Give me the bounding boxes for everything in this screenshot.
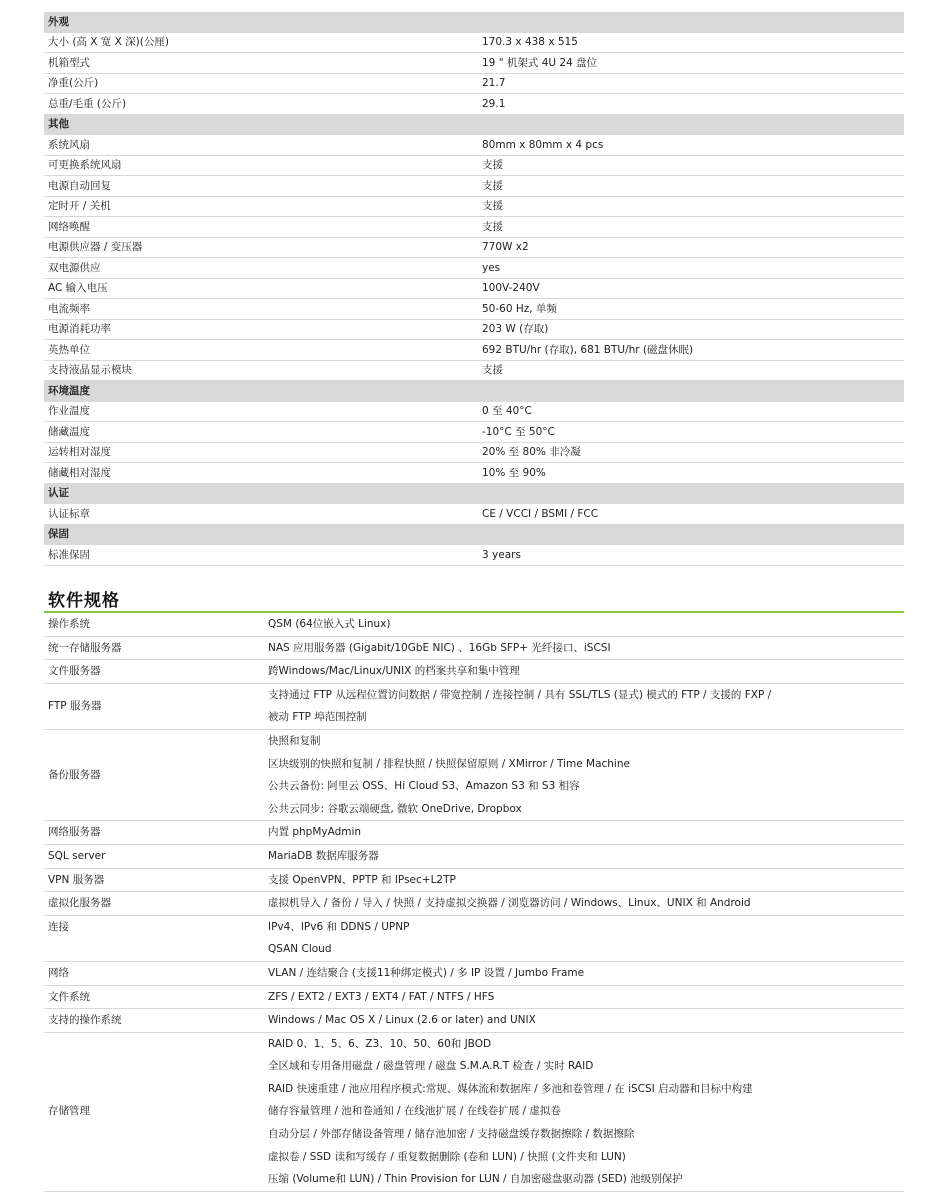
spec-label: 定时开 / 关机 — [44, 196, 474, 217]
software-spec-line: RAID 0、1、5、6、Z3、10、50、60和 JBOD — [268, 1037, 492, 1050]
software-spec-label — [44, 636, 260, 660]
spec-value: 0 至 40°C — [474, 401, 904, 422]
spec-value: 21.7 — [474, 73, 904, 94]
software-spec-line: 压缩 (Volume和 LUN) / Thin Provision for LUN / 自加密磁盘驱动器 (SED) 池级别保护 — [268, 1173, 683, 1186]
software-spec-line: 被动 FTP 埠范围控制 — [268, 711, 367, 724]
spec-row — [44, 401, 904, 422]
spec-value: 19 " 机架式 4U 24 盘位 — [474, 53, 904, 74]
spec-label: 电源自动回复 — [44, 176, 474, 197]
spec-row — [44, 176, 904, 197]
spec-label: 可更换系统风扇 — [44, 155, 474, 176]
software-spec-value — [260, 892, 904, 916]
software-spec-table-wrapper — [44, 613, 904, 1192]
software-spec-line: 公共云备份: 阿里云 OSS、Hi Cloud S3、Amazon S3 和 S3 相容 — [268, 780, 580, 793]
spec-label: 英热单位 — [44, 340, 474, 361]
software-spec-value — [260, 821, 904, 845]
software-spec-label — [44, 821, 260, 845]
spec-value: 692 BTU/hr (存取), 681 BTU/hr (磁盘休眠) — [474, 340, 904, 361]
software-spec-value — [260, 868, 904, 892]
software-spec-label — [44, 961, 260, 985]
software-spec-row — [44, 1009, 904, 1033]
software-spec-line: NAS 应用服务器 (Gigabit/10GbE NIC) 、16Gb SFP+ 光纤接口、iSCSI — [268, 641, 611, 654]
software-spec-line: 虚拟卷 / SSD 读和写缓存 / 重复数据删除 (卷和 LUN) / 快照 (文件夹和 LUN) — [268, 1150, 626, 1163]
spec-label: 储藏温度 — [44, 422, 474, 443]
spec-row — [44, 258, 904, 279]
spec-row — [44, 340, 904, 361]
spec-value: 170.3 x 438 x 515 — [474, 32, 904, 53]
software-spec-line: RAID 快速重建 / 池应用程序模式:常规、媒体流和数据库 / 多池和卷管理 / 在 iSCSI 启动器和目标中构建 — [268, 1082, 753, 1095]
spec-label: 净重(公斤) — [44, 73, 474, 94]
spec-label: 标准保固 — [44, 545, 474, 566]
section-header-row — [44, 114, 904, 135]
software-spec-line: IPv4、IPv6 和 DDNS / UPNP — [268, 920, 410, 933]
spec-row — [44, 442, 904, 463]
software-spec-label-text: 虚拟化服务器 — [48, 897, 111, 910]
software-spec-label-text: 连接 — [48, 920, 69, 933]
spec-label: 储藏相对湿度 — [44, 463, 474, 484]
software-spec-value — [260, 729, 904, 820]
section-header: 保固 — [44, 524, 904, 545]
spec-row — [44, 422, 904, 443]
spec-value: 支援 — [474, 360, 904, 381]
software-spec-line: ZFS / EXT2 / EXT3 / EXT4 / FAT / NTFS / HFS — [268, 990, 495, 1003]
software-spec-value — [260, 844, 904, 868]
spec-row — [44, 73, 904, 94]
software-spec-label — [44, 985, 260, 1009]
spec-value: 支援 — [474, 176, 904, 197]
spec-row — [44, 463, 904, 484]
hardware-spec-table — [44, 12, 904, 566]
software-spec-value — [260, 915, 904, 961]
software-spec-line: 支持通过 FTP 从远程位置访问数据 / 带宽控制 / 连接控制 / 具有 SSL/TLS (显式) 模式的 FTP / 支援的 FXP / — [268, 688, 772, 701]
software-spec-value — [260, 1009, 904, 1033]
spec-row — [44, 278, 904, 299]
software-spec-label — [44, 868, 260, 892]
software-spec-title: 软件规格 — [48, 591, 120, 611]
software-spec-line: 快照和复制 — [268, 734, 321, 747]
software-spec-line: 自动分层 / 外部存储设备管理 / 储存池加密 / 支持磁盘缓存数据擦除 / 数据擦除 — [268, 1128, 635, 1141]
software-spec-row — [44, 1032, 904, 1191]
software-spec-line: 内置 phpMyAdmin — [268, 826, 362, 839]
software-spec-line: 全区域和专用备用磁盘 / 磁盘管理 / 磁盘 S.M.A.R.T 检查 / 实时 RAID — [268, 1060, 594, 1073]
spec-row — [44, 135, 904, 156]
section-header: 环境温度 — [44, 381, 904, 402]
software-spec-label-text: 文件系统 — [48, 990, 90, 1003]
software-spec-line: Windows / Mac OS X / Linux (2.6 or later) and UNIX — [268, 1014, 536, 1027]
software-spec-row — [44, 985, 904, 1009]
spec-value: 770W x2 — [474, 237, 904, 258]
software-spec-row — [44, 729, 904, 820]
software-spec-row — [44, 961, 904, 985]
software-spec-label-text: VPN 服务器 — [48, 873, 105, 886]
spec-label: AC 输入电压 — [44, 278, 474, 299]
spec-label: 网络唤醒 — [44, 217, 474, 238]
software-spec-row — [44, 844, 904, 868]
software-spec-line: 区块级别的快照和复制 / 排程快照 / 快照保留原则 / XMirror / Time Machine — [268, 757, 630, 770]
software-spec-value — [260, 660, 904, 684]
spec-row — [44, 53, 904, 74]
software-spec-row — [44, 892, 904, 916]
spec-label: 机箱型式 — [44, 53, 474, 74]
software-spec-value — [260, 636, 904, 660]
software-spec-label — [44, 915, 260, 961]
spec-row — [44, 319, 904, 340]
spec-row — [44, 360, 904, 381]
software-spec-label — [44, 892, 260, 916]
spec-row — [44, 32, 904, 53]
software-spec-row — [44, 868, 904, 892]
spec-label: 系统风扇 — [44, 135, 474, 156]
software-spec-line: 虚拟机导入 / 备份 / 导入 / 快照 / 支持虚拟交换器 / 浏览器访问 / Windows、Linux、UNIX 和 Android — [268, 897, 751, 910]
software-spec-label — [44, 1009, 260, 1033]
software-spec-line: 跨Windows/Mac/Linux/UNIX 的档案共享和集中管理 — [268, 665, 520, 678]
spec-label: 电流频率 — [44, 299, 474, 320]
spec-value: -10°C 至 50°C — [474, 422, 904, 443]
software-spec-line: 储存容量管理 / 池和卷通知 / 在线池扩展 / 在线卷扩展 / 虚拟卷 — [268, 1105, 561, 1118]
software-spec-label-text: 文件服务器 — [48, 665, 101, 678]
section-header: 认证 — [44, 483, 904, 504]
spec-value: 50-60 Hz, 单频 — [474, 299, 904, 320]
spec-value: 20% 至 80% 非冷凝 — [474, 442, 904, 463]
software-spec-label-text: 操作系统 — [48, 618, 90, 630]
software-spec-row — [44, 613, 904, 636]
spec-label: 支持液晶显示模块 — [44, 360, 474, 381]
spec-label: 电源供应器 / 变压器 — [44, 237, 474, 258]
spec-value: yes — [474, 258, 904, 279]
software-spec-line: VLAN / 连结聚合 (支援11种绑定模式) / 多 IP 设置 / Jumbo Frame — [268, 966, 585, 979]
section-header-row — [44, 524, 904, 545]
spec-label: 总重/毛重 (公斤) — [44, 94, 474, 115]
software-spec-line: QSAN Cloud — [268, 943, 332, 956]
section-header-row — [44, 12, 904, 32]
spec-value: 29.1 — [474, 94, 904, 115]
spec-value: CE / VCCI / BSMI / FCC — [474, 504, 904, 525]
software-spec-label — [44, 844, 260, 868]
spec-row — [44, 237, 904, 258]
spec-label: 电源消耗功率 — [44, 319, 474, 340]
hardware-spec-table-wrapper — [44, 12, 904, 566]
software-spec-label-text: FTP 服务器 — [48, 700, 102, 713]
software-spec-label-text: SQL server — [48, 849, 106, 862]
software-spec-line: 支援 OpenVPN、PPTP 和 IPsec+L2TP — [268, 873, 456, 886]
software-spec-label-text: 网络服务器 — [48, 826, 101, 839]
software-spec-row — [44, 660, 904, 684]
section-header: 外观 — [44, 12, 904, 32]
software-spec-row — [44, 683, 904, 729]
spec-value: 80mm x 80mm x 4 pcs — [474, 135, 904, 156]
spec-row — [44, 299, 904, 320]
software-spec-value — [260, 961, 904, 985]
software-spec-value — [260, 985, 904, 1009]
spec-row — [44, 196, 904, 217]
software-spec-label — [44, 683, 260, 729]
software-spec-value — [260, 683, 904, 729]
spec-label: 认证标章 — [44, 504, 474, 525]
section-header: 其他 — [44, 114, 904, 135]
spec-value: 支援 — [474, 196, 904, 217]
software-spec-line: 公共云同步: 谷歌云端硬盘, 微软 OneDrive, Dropbox — [268, 802, 522, 815]
software-spec-label — [44, 729, 260, 820]
software-spec-value — [260, 613, 904, 636]
spec-label: 大小 (高 X 宽 X 深)(公厘) — [44, 32, 474, 53]
spec-value: 10% 至 90% — [474, 463, 904, 484]
section-header-row — [44, 483, 904, 504]
software-spec-row — [44, 821, 904, 845]
software-spec-label-text: 备份服务器 — [48, 768, 101, 781]
spec-row — [44, 155, 904, 176]
spec-label: 双电源供应 — [44, 258, 474, 279]
spec-row — [44, 545, 904, 566]
software-spec-label-text: 统一存储服务器 — [48, 641, 122, 654]
software-spec-line: QSM (64位嵌入式 Linux) — [268, 618, 391, 630]
software-spec-label — [44, 613, 260, 636]
spec-row — [44, 504, 904, 525]
software-spec-label — [44, 660, 260, 684]
software-spec-label-text: 网络 — [48, 966, 69, 979]
section-header-row — [44, 381, 904, 402]
software-spec-label — [44, 1032, 260, 1191]
spec-value: 3 years — [474, 545, 904, 566]
spec-value: 203 W (存取) — [474, 319, 904, 340]
spec-row — [44, 217, 904, 238]
software-spec-row — [44, 915, 904, 961]
spec-label: 运转相对湿度 — [44, 442, 474, 463]
spec-row — [44, 94, 904, 115]
software-spec-row — [44, 636, 904, 660]
software-spec-label-text: 存储管理 — [48, 1105, 90, 1118]
spec-label: 作业温度 — [44, 401, 474, 422]
spec-value: 100V-240V — [474, 278, 904, 299]
spec-value: 支援 — [474, 217, 904, 238]
software-spec-line: MariaDB 数据库服务器 — [268, 849, 379, 862]
spec-value: 支援 — [474, 155, 904, 176]
software-spec-value — [260, 1032, 904, 1191]
software-spec-table — [44, 613, 904, 1192]
software-spec-label-text: 支持的操作系统 — [48, 1014, 122, 1027]
